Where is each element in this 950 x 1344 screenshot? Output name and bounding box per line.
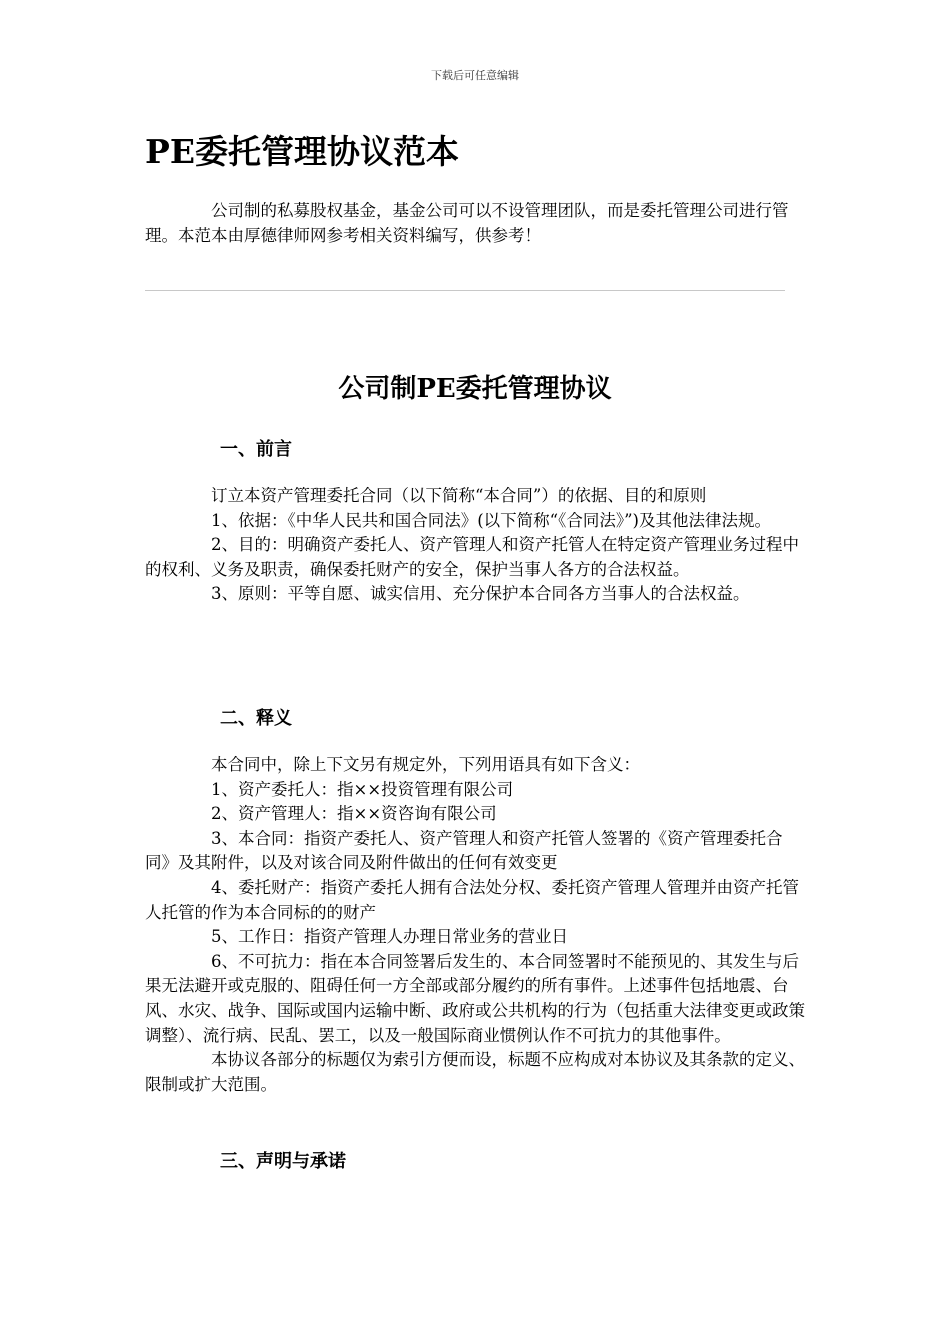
paragraph: 3、本合同：指资产委托人、资产管理人和资产托管人签署的《资产管理委托合同》及其附件，以及对该合同及附件做出的任何有效变更 xyxy=(145,828,783,873)
section-body-definitions xyxy=(145,753,807,1097)
section-title-definitions: 二、释义 xyxy=(220,708,292,729)
document-title: PE委托管理协议范本 xyxy=(145,132,459,171)
paragraph: 2、目的：明确资产委托人、资产管理人和资产托管人在特定资产管理业务过程中的权利、义务及职责，确保委托财产的安全，保护当事人各方的合法权益。 xyxy=(145,535,799,579)
paragraph: 5、工作日：指资产管理人办理日常业务的营业日 xyxy=(211,927,568,947)
paragraph: 订立本资产管理委托合同（以下简称“本合同”）的依据、目的和原则 xyxy=(211,486,707,505)
paragraph: 2、资产管理人：指××资咨询有限公司 xyxy=(211,804,497,824)
paragraph: 1、资产委托人：指××投资管理有限公司 xyxy=(211,779,514,799)
section-body-preface xyxy=(145,484,807,607)
intro-paragraph: 公司制的私募股权基金，基金公司可以不设管理团队，而是委托管理公司进行管理。本范本由厚德律师网参考相关资料编写，供参考！ xyxy=(145,201,789,245)
section-title-declarations: 三、声明与承诺 xyxy=(220,1151,346,1172)
paragraph: 1、依据：《中华人民共和国合同法》(以下简称“《合同法》”)及其他法律法规。 xyxy=(211,510,771,530)
paragraph: 6、不可抗力：指在本合同签署后发生的、本合同签署时不能预见的、其发生与后果无法避开或克服的、阻碍任何一方全部或部分履约的所有事件。上述事件包括地震、台风、水灾、战争、国际或国内运输中断、政府或公共机构的行为（包括重大法律变更或政策调整）、流行病、民乱、罢工，以及一般国际商业惯例认作不可抗力的其他事件。 xyxy=(145,951,805,1045)
divider xyxy=(145,290,785,291)
paragraph: 3、原则：平等自愿、诚实信用、充分保护本合同各方当事人的合法权益。 xyxy=(211,584,750,604)
paragraph: 本协议各部分的标题仅为索引方便而设，标题不应构成对本协议及其条款的定义、限制或扩大范围。 xyxy=(145,1050,805,1094)
header-note: 下载后可任意编辑 xyxy=(431,69,519,82)
section-title-preface: 一、前言 xyxy=(220,439,292,460)
paragraph: 4、委托财产：指资产委托人拥有合法处分权、委托资产管理人管理并由资产托管人托管的作为本合同标的的财产 xyxy=(145,877,799,922)
paragraph: 本合同中，除上下文另有规定外，下列用语具有如下含义： xyxy=(211,755,640,774)
agreement-title: 公司制PE委托管理协议 xyxy=(338,374,612,404)
